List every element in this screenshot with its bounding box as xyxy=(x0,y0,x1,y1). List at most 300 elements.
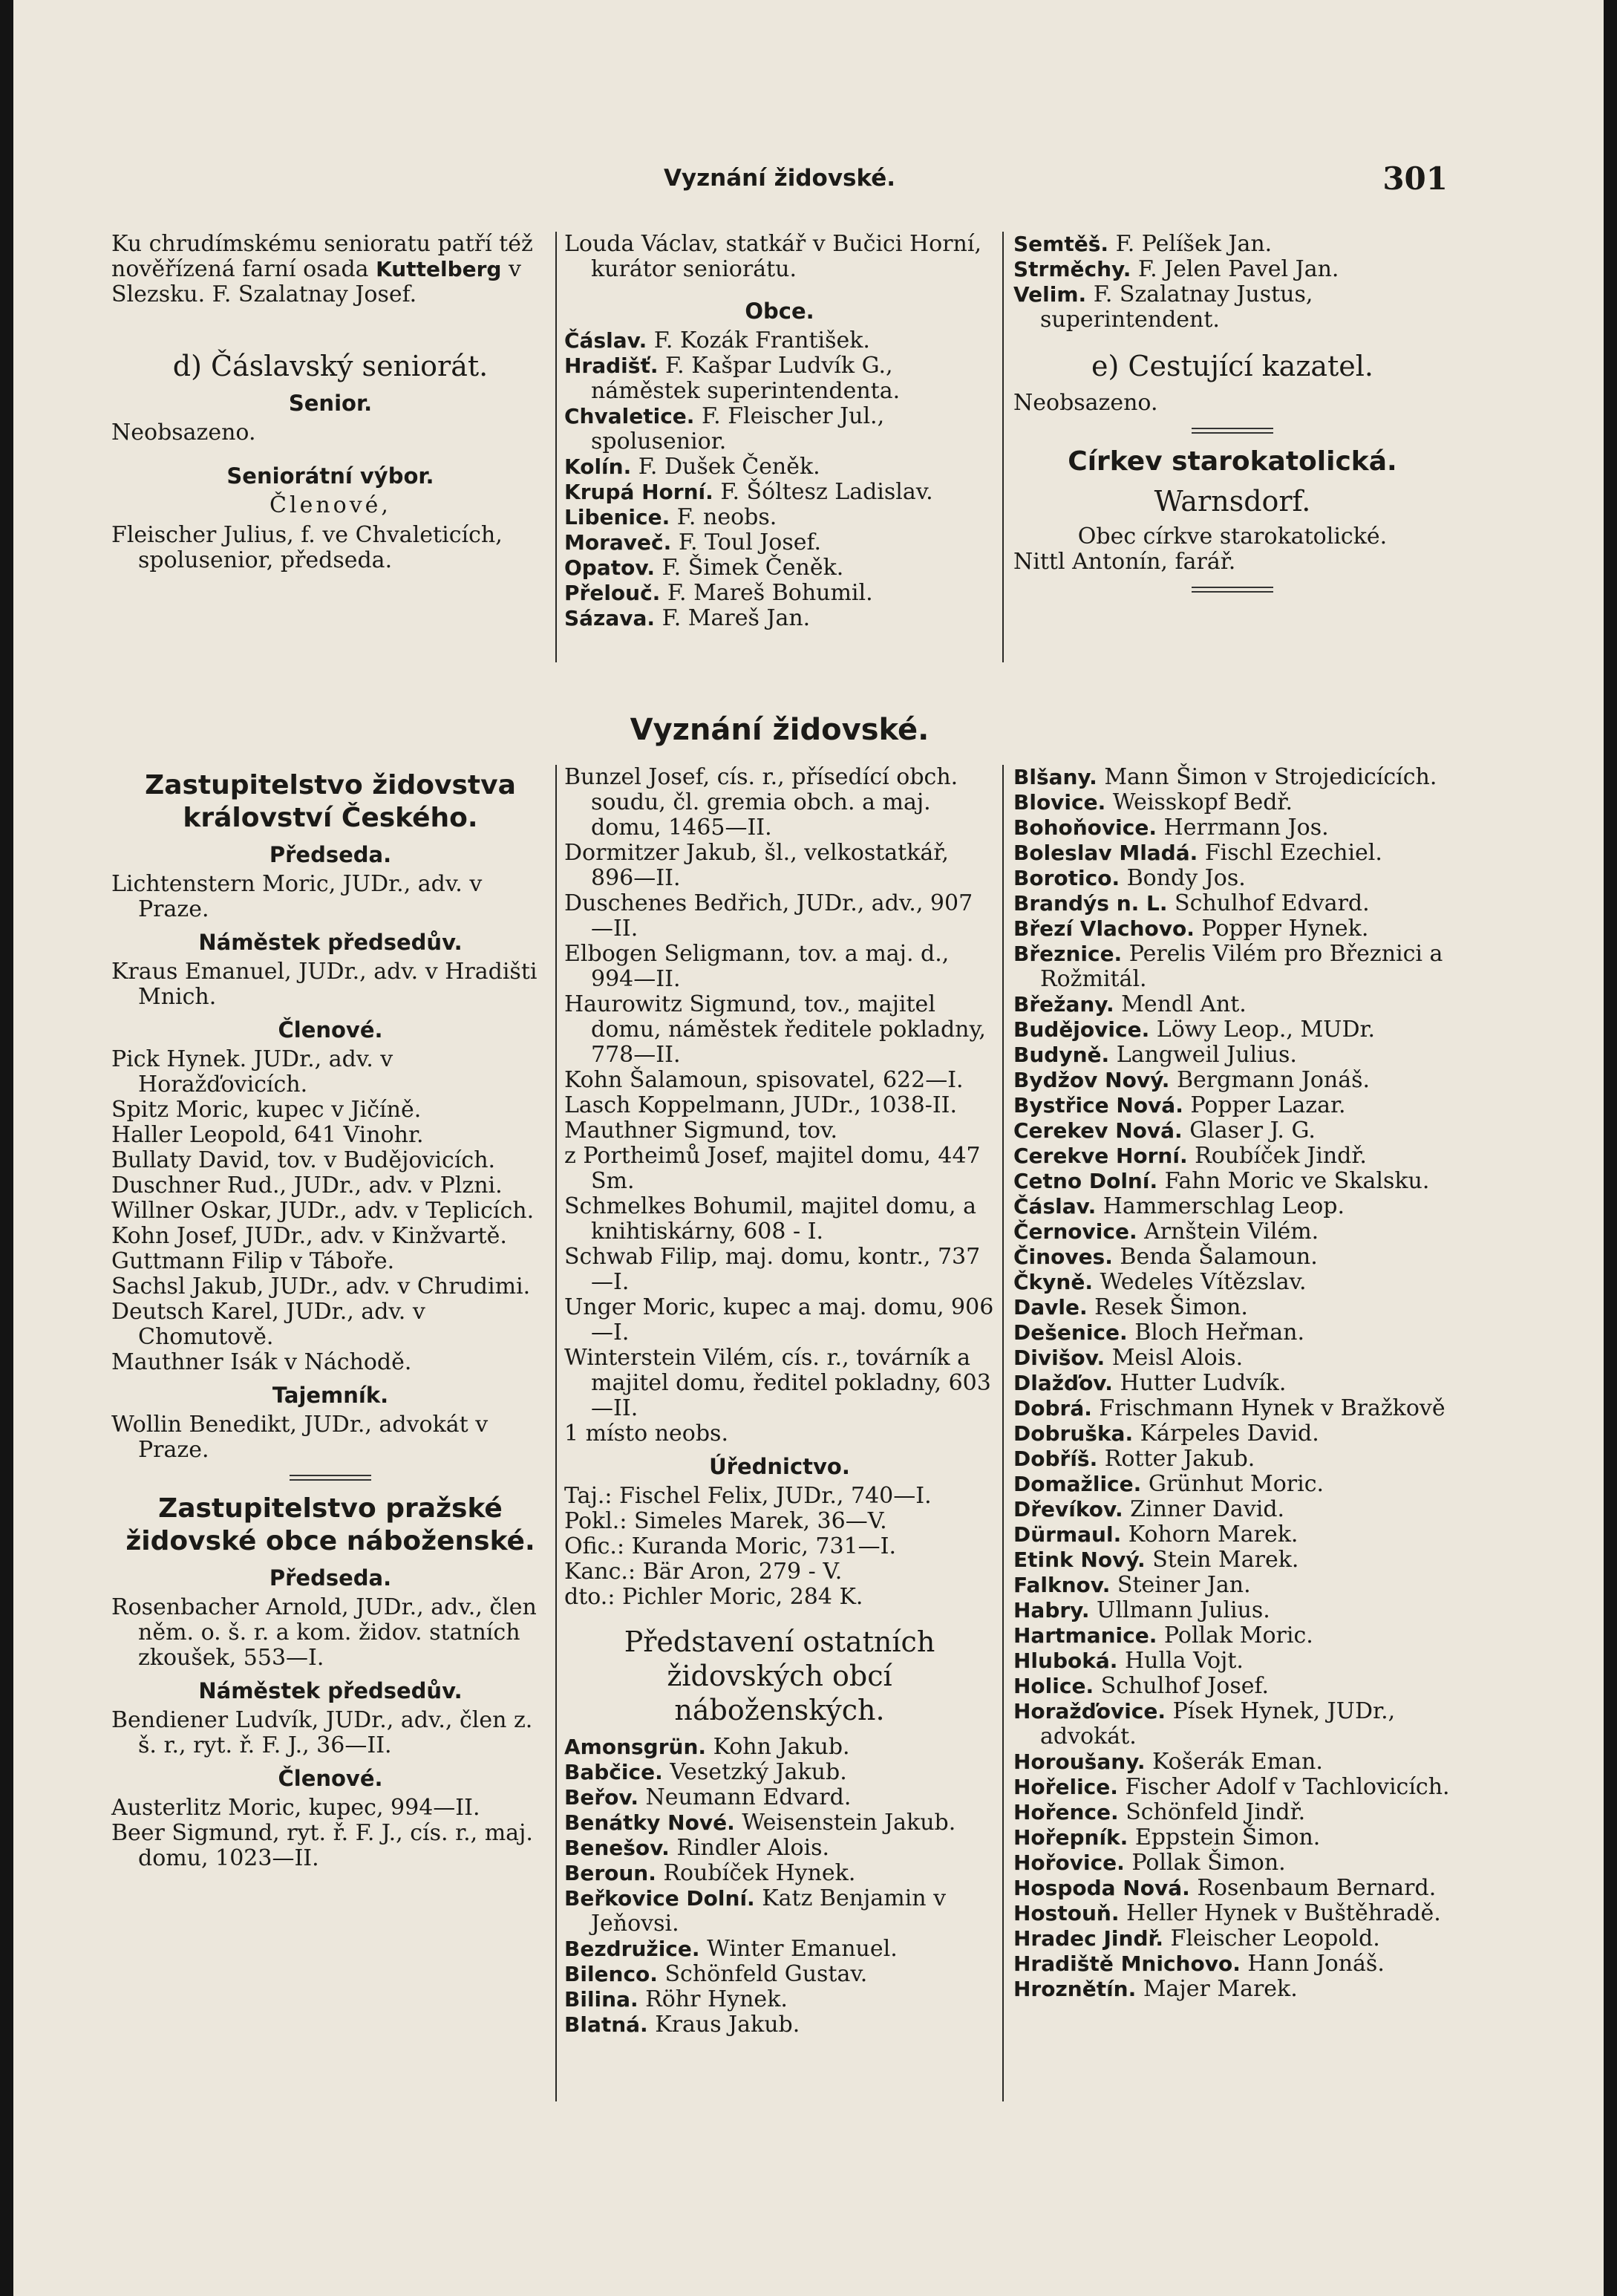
page-header xyxy=(111,160,1448,200)
clenove-list xyxy=(111,1047,549,1375)
entry xyxy=(564,328,995,353)
place-name: Hořepník. xyxy=(1013,1825,1128,1850)
entry-text: Schulhof Josef. xyxy=(1100,1673,1270,1699)
entry xyxy=(564,2012,995,2038)
place-name: Hostouň. xyxy=(1013,1901,1120,1925)
entry-text: Benda Šalamoun. xyxy=(1120,1244,1318,1270)
entry xyxy=(564,1987,995,2012)
place-name: Blšany. xyxy=(1013,765,1097,789)
clenove-text: Fleischer Julius, f. ve Chvaleticích, spolusenior, předseda. xyxy=(111,522,503,573)
place-name: Čkyně. xyxy=(1013,1270,1093,1294)
member-entry: z Portheimů Josef, majitel domu, 447 Sm. xyxy=(564,1143,981,1194)
clenove2-heading: Členové. xyxy=(278,1766,383,1791)
place-name: Bilenco. xyxy=(564,1962,658,1986)
place-name: Babčice. xyxy=(564,1760,663,1784)
entry xyxy=(1013,1346,1451,1371)
member-entry: Beer Sigmund, ryt. ř. F. J., cís. r., maj. domu, 1023—II. xyxy=(111,1820,533,1871)
bottom-column-3 xyxy=(1013,765,1451,2002)
top-column-3 xyxy=(1013,232,1451,604)
vybor-heading: Seniorátní výbor. xyxy=(226,463,434,489)
entry xyxy=(564,480,995,505)
member-entry: Winterstein Vilém, cís. r., továrník a majitel domu, ředitel pokladny, 603—II. xyxy=(564,1345,991,1421)
official-entry: Ofic.: Kuranda Moric, 731—I. xyxy=(564,1533,897,1559)
entry xyxy=(1013,1876,1451,1901)
place-name: Dešenice. xyxy=(1013,1320,1128,1345)
place-name: Cetno Dolní. xyxy=(1013,1169,1158,1193)
entry xyxy=(1013,1901,1451,1926)
member-entry: Elbogen Seligmann, tov. a maj. d., 994—II. xyxy=(564,941,950,992)
entry xyxy=(1013,1245,1451,1270)
place-name: Hospoda Nová. xyxy=(1013,1876,1190,1900)
place-name: Kolín. xyxy=(564,454,632,479)
member-entry: Duschenes Bedřich, JUDr., adv., 907—II. xyxy=(564,890,973,942)
place-name: Beroun. xyxy=(564,1861,656,1885)
predstaveni-heading: Představení ostatních židovských obcí náboženských. xyxy=(624,1625,935,1726)
church-heading: Církev starokatolická. xyxy=(1068,446,1397,477)
namestek-text: Kraus Emanuel, JUDr., adv. v Hradišti Mnich. xyxy=(111,959,538,1010)
main-heading: Vyznání židovské. xyxy=(630,713,930,747)
entry xyxy=(1013,1295,1451,1320)
predseda2-heading: Předseda. xyxy=(269,1565,392,1591)
top-column-2 xyxy=(564,232,995,631)
entry-text: Fleischer Leopold. xyxy=(1170,1925,1380,1951)
entry xyxy=(1013,815,1451,841)
place-name: Blovice. xyxy=(1013,790,1106,815)
entry xyxy=(1013,765,1451,790)
section-heading: d) Čáslavský seniorát. xyxy=(172,350,489,382)
entry-text: Arnštein Vilém. xyxy=(1144,1219,1319,1245)
place-name: Libenice. xyxy=(564,505,670,529)
divider xyxy=(290,1475,371,1481)
entry-text: Schönfeld Gustav. xyxy=(664,1961,868,1987)
place-name: Dobrá. xyxy=(1013,1396,1092,1421)
entry-text: Kárpeles David. xyxy=(1140,1421,1319,1447)
entry xyxy=(564,1735,995,1760)
entry xyxy=(1013,1977,1451,2002)
entry-text: Schulhof Edvard. xyxy=(1175,890,1370,916)
place-name: Cerekve Horní. xyxy=(1013,1144,1188,1168)
member-entry: Bunzel Josef, cís. r., přísedící obch. soudu, čl. gremia obch. a maj. domu, 1465—II. xyxy=(564,764,958,841)
curator-text: Louda Václav, statkář v Bučici Horní, kurátor seniorátu. xyxy=(564,231,982,282)
predseda-text: Lichtenstern Moric, JUDr., adv. v Praze. xyxy=(111,871,483,922)
entry-text: Schönfeld Jindř. xyxy=(1126,1799,1306,1825)
place-name: Hořovice. xyxy=(1013,1850,1125,1875)
entry-text: Pollak Šimon. xyxy=(1131,1850,1286,1876)
place-name: Březnice. xyxy=(1013,942,1123,966)
entry-text: Fahn Moric ve Skalsku. xyxy=(1164,1168,1430,1194)
place-name: Moraveč. xyxy=(564,530,672,555)
right-page-edge xyxy=(1604,0,1617,2296)
page-number: 301 xyxy=(1382,160,1448,197)
entry-text: Bondy Jos. xyxy=(1126,865,1246,891)
namestek-heading: Náměstek předsedův. xyxy=(198,930,463,955)
entry-text: Katz Benjamin v Jeňovsi. xyxy=(591,1885,947,1937)
entry xyxy=(1013,1447,1451,1472)
member-entry: Dormitzer Jakub, šl., velkostatkář, 896—II. xyxy=(564,840,949,891)
place-name: Cerekev Nová. xyxy=(1013,1118,1183,1143)
member-entry: Mauthner Sigmund, tov. xyxy=(564,1118,838,1144)
entry xyxy=(564,530,995,555)
entry xyxy=(1013,790,1451,815)
entry-text: Bergmann Jonáš. xyxy=(1176,1067,1371,1093)
cestujici-heading: e) Cestující kazatel. xyxy=(1091,350,1373,382)
place-name: Kuttelberg xyxy=(376,257,502,281)
top-column-1 xyxy=(111,232,549,573)
entry xyxy=(564,555,995,581)
entry-text: Glaser J. G. xyxy=(1189,1118,1316,1144)
entry-text: Neumann Edvard. xyxy=(645,1784,852,1810)
bottom-column-1 xyxy=(111,765,549,1871)
entry xyxy=(564,454,995,480)
namestek2-heading: Náměstek předsedův. xyxy=(198,1678,463,1703)
entry xyxy=(1013,841,1451,866)
entry xyxy=(1013,1421,1451,1447)
entry xyxy=(564,353,995,404)
place-name: Domažlice. xyxy=(1013,1472,1142,1496)
entry xyxy=(1013,1674,1451,1699)
entry-text: Mendl Ant. xyxy=(1121,991,1247,1017)
tajemnik-text: Wollin Benedikt, JUDr., advokát v Praze. xyxy=(111,1412,489,1463)
column-rule xyxy=(1002,765,1004,2101)
entry xyxy=(1013,1547,1451,1573)
entry-text: Rosenbaum Bernard. xyxy=(1197,1875,1437,1901)
entry xyxy=(1013,1926,1451,1951)
zast2-heading: Zastupitelstvo pražské židovské obce náboženské. xyxy=(125,1493,535,1556)
entry-text: Stein Marek. xyxy=(1152,1547,1299,1573)
place-name: Hradišť. xyxy=(564,353,659,378)
clenove2-list xyxy=(111,1796,549,1871)
entry-text: Mann Šimon v Strojedicících. xyxy=(1104,764,1437,790)
obce-list-cont xyxy=(1013,232,1451,333)
entry xyxy=(1013,1775,1451,1800)
entry-text: Winter Emanuel. xyxy=(707,1936,898,1962)
place-name: Beřov. xyxy=(564,1785,638,1810)
entry xyxy=(1013,942,1451,992)
entry-text: Weisenstein Jakub. xyxy=(742,1810,956,1836)
place-name: Bydžov Nový. xyxy=(1013,1068,1170,1092)
place-name: Sázava. xyxy=(564,606,656,630)
entry-text: F. Toul Josef. xyxy=(678,529,822,555)
entry xyxy=(564,581,995,606)
place-name: Dürmaul. xyxy=(1013,1522,1122,1547)
urednictvo-list xyxy=(564,1484,995,1610)
place-name: Benešov. xyxy=(564,1836,670,1860)
entry xyxy=(1013,891,1451,916)
entry xyxy=(1013,1194,1451,1219)
place-name: Davle. xyxy=(1013,1295,1088,1320)
place-name: Dobříš. xyxy=(1013,1447,1098,1471)
place-name: Amonsgrün. xyxy=(564,1735,707,1759)
cestujici-value: Neobsazeno. xyxy=(1013,390,1158,416)
bottom-column-2 xyxy=(564,765,995,2038)
entry-text: Röhr Hynek. xyxy=(645,1986,788,2012)
entry-text: Hammerschlag Leop. xyxy=(1102,1193,1345,1219)
place-name: Benátky Nové. xyxy=(564,1810,735,1835)
entry xyxy=(564,1886,995,1937)
entry xyxy=(1013,1169,1451,1194)
entry-text: Wedeles Vítězslav. xyxy=(1100,1269,1307,1295)
entry-text: Weisskopf Bedř. xyxy=(1112,789,1293,815)
place-name: Chvaletice. xyxy=(564,404,695,428)
clenove-heading: Členové, xyxy=(270,492,391,518)
entry-text: F. Kozák František. xyxy=(653,327,870,353)
entry xyxy=(564,1937,995,1962)
entry-text: F. Pelíšek Jan. xyxy=(1115,231,1273,257)
entry xyxy=(1013,1219,1451,1245)
warnsdorf-heading: Warnsdorf. xyxy=(1154,485,1311,518)
entry-text: Kohn Jakub. xyxy=(713,1734,850,1760)
entry-text: Majer Marek. xyxy=(1143,1976,1298,2002)
divider xyxy=(1192,587,1273,593)
place-name: Budyně. xyxy=(1013,1043,1110,1067)
clenove-heading: Členové. xyxy=(278,1017,383,1043)
place-name: Semtěš. xyxy=(1013,232,1109,256)
entry xyxy=(1013,1320,1451,1346)
place-name: Bilina. xyxy=(564,1987,638,2012)
entry-text: Perelis Vilém pro Březnici a Rožmitál. xyxy=(1040,941,1443,992)
place-name: Etink Nový. xyxy=(1013,1547,1146,1572)
entry xyxy=(564,1836,995,1861)
place-name: Hartmanice. xyxy=(1013,1623,1157,1648)
entry-text: F. neobs. xyxy=(676,504,777,530)
entry-text: Frischmann Hynek v Bražkově xyxy=(1099,1395,1446,1421)
entry-text: Roubíček Hynek. xyxy=(663,1860,856,1886)
entry-text: Pollak Moric. xyxy=(1163,1622,1313,1648)
member-entry: Schmelkes Bohumil, majitel domu, a knihtiskárny, 608 - I. xyxy=(564,1193,976,1245)
entry xyxy=(564,606,995,631)
place-name: Brandýs n. L. xyxy=(1013,891,1168,916)
entry-text: F. Jelen Pavel Jan. xyxy=(1137,256,1339,282)
column-rule xyxy=(1002,232,1004,662)
place-name: Boleslav Mladá. xyxy=(1013,841,1198,865)
place-name: Opatov. xyxy=(564,555,655,580)
entry-text: Grünhut Moric. xyxy=(1148,1471,1324,1497)
entry-text: Fischl Ezechiel. xyxy=(1204,840,1382,866)
place-name: Habry. xyxy=(1013,1598,1090,1622)
entry-text: F. Szalatnay Justus, superintendent. xyxy=(1040,281,1313,333)
place-name: Přelouč. xyxy=(564,581,661,605)
entry-text: F. Mareš Jan. xyxy=(662,605,811,631)
place-name: Hořelice. xyxy=(1013,1775,1118,1799)
member-entry: Bullaty David, tov. v Budějovicích. xyxy=(111,1147,496,1173)
place-name: Hořence. xyxy=(1013,1800,1119,1824)
member-entry: Willner Oskar, JUDr., adv. v Teplicích. xyxy=(111,1198,535,1224)
divider xyxy=(1192,428,1273,434)
column-rule xyxy=(555,765,557,2101)
entry-text: F. Kašpar Ludvík G., náměstek superintendenta. xyxy=(591,353,901,404)
place-name: Čáslav. xyxy=(564,328,647,353)
urednictvo-heading: Úřednictvo. xyxy=(709,1454,850,1479)
entry-text: Heller Hynek v Buštěhradě. xyxy=(1126,1900,1441,1926)
members-list xyxy=(564,765,995,1447)
entry-text: F. Mareš Bohumil. xyxy=(667,580,873,606)
entry-text: Steiner Jan. xyxy=(1117,1572,1251,1598)
entry xyxy=(1013,1573,1451,1598)
entry xyxy=(1013,1522,1451,1547)
entry-text: Popper Hynek. xyxy=(1201,916,1369,942)
entry-text: Zinner David. xyxy=(1130,1496,1285,1522)
entry xyxy=(1013,1699,1451,1749)
entry-text: F. Šóltesz Ladislav. xyxy=(720,479,933,505)
entry xyxy=(1013,1043,1451,1068)
senior-value: Neobsazeno. xyxy=(111,420,256,446)
place-name: Krupá Horní. xyxy=(564,480,713,504)
entry-text: Hutter Ludvík. xyxy=(1120,1370,1287,1396)
place-name: Beřkovice Dolní. xyxy=(564,1886,755,1911)
entry-text: Kohorn Marek. xyxy=(1128,1522,1298,1547)
left-page-edge xyxy=(0,0,13,2296)
entry xyxy=(564,1962,995,1987)
entry-text: Roubíček Jindř. xyxy=(1195,1143,1367,1169)
entry xyxy=(1013,1749,1451,1775)
farar-text: Nittl Antonín, farář. xyxy=(1013,549,1236,575)
place-name: Hradec Jindř. xyxy=(1013,1926,1163,1951)
entry-text: Bloch Heřman. xyxy=(1134,1320,1305,1346)
entry xyxy=(1013,1800,1451,1825)
place-name: Blatná. xyxy=(564,2012,648,2037)
member-entry: Lasch Koppelmann, JUDr., 1038-II. xyxy=(564,1092,958,1118)
place-name: Bystřice Nová. xyxy=(1013,1093,1183,1118)
intro-text: Ku chrudímskému senioratu patří též nověřízená farní osada Kuttelberg v Slezsku. F. Szalatnay Josef. xyxy=(111,231,533,307)
entry xyxy=(564,404,995,454)
place-name: Činoves. xyxy=(1013,1245,1113,1269)
member-entry: Pick Hynek. JUDr., adv. v Horažďovicích. xyxy=(111,1046,393,1098)
obce-heading: Obce. xyxy=(745,299,814,324)
entry-text: F. Šimek Čeněk. xyxy=(662,555,844,581)
place-name: Hradiště Mnichovo. xyxy=(1013,1951,1241,1976)
entry-text: Ullmann Julius. xyxy=(1097,1597,1270,1623)
entry xyxy=(1013,282,1451,333)
place-name: Strměchy. xyxy=(1013,257,1131,281)
entry-text: Písek Hynek, JUDr., advokát. xyxy=(1040,1698,1396,1749)
entry xyxy=(1013,1270,1451,1295)
entry xyxy=(1013,1472,1451,1497)
official-entry: Pokl.: Simeles Marek, 36—V. xyxy=(564,1508,887,1534)
entry-text: Resek Šimon. xyxy=(1094,1294,1248,1320)
member-entry: Duschner Rud., JUDr., adv. v Plzni. xyxy=(111,1173,503,1198)
entry-text: Fischer Adolf v Tachlovicích. xyxy=(1125,1774,1450,1800)
entry xyxy=(1013,1093,1451,1118)
entry-text: Vesetzký Jakub. xyxy=(670,1759,847,1785)
entry xyxy=(1013,916,1451,942)
entry-text: Meisl Alois. xyxy=(1111,1345,1244,1371)
member-entry: Deutsch Karel, JUDr., adv. v Chomutově. xyxy=(111,1299,425,1350)
entry xyxy=(1013,1825,1451,1850)
namestek2-text: Bendiener Ludvík, JUDr., adv., člen z. š. r., ryt. ř. F. J., 36—II. xyxy=(111,1707,533,1758)
member-entry: Spitz Moric, kupec v Jičíně. xyxy=(111,1097,422,1123)
member-entry: Guttmann Filip v Táboře. xyxy=(111,1248,395,1274)
entry xyxy=(1013,1017,1451,1043)
entry-text: Rotter Jakub. xyxy=(1104,1446,1255,1472)
place-name: Horažďovice. xyxy=(1013,1699,1166,1723)
entry-text: Löwy Leop., MUDr. xyxy=(1156,1017,1376,1043)
obce-list xyxy=(564,328,995,631)
entry xyxy=(1013,1396,1451,1421)
place-name: Dřevíkov. xyxy=(1013,1497,1123,1522)
place-name: Holice. xyxy=(1013,1674,1094,1698)
entry xyxy=(1013,866,1451,891)
running-title: Vyznání židovské. xyxy=(663,165,896,192)
official-entry: Taj.: Fischel Felix, JUDr., 740—I. xyxy=(564,1483,932,1509)
entry-text: Kraus Jakub. xyxy=(655,2012,800,2038)
member-entry: Haurowitz Sigmund, tov., majitel domu, náměstek ředitele pokladny, 778—II. xyxy=(564,991,986,1068)
entry xyxy=(1013,1118,1451,1144)
place-name: Březí Vlachovo. xyxy=(1013,916,1195,941)
entry-text: Herrmann Jos. xyxy=(1163,815,1329,841)
place-name: Bohoňovice. xyxy=(1013,815,1157,840)
entry xyxy=(1013,1371,1451,1396)
column-rule xyxy=(555,232,557,662)
entry xyxy=(1013,1623,1451,1648)
place-name: Dlažďov. xyxy=(1013,1371,1113,1395)
place-name: Dobruška. xyxy=(1013,1421,1134,1446)
entry xyxy=(564,1785,995,1810)
obce-list-cont xyxy=(1013,765,1451,2002)
place-name: Bezdružice. xyxy=(564,1937,700,1961)
obce-list xyxy=(564,1735,995,2038)
official-entry: dto.: Pichler Moric, 284 K. xyxy=(564,1584,863,1610)
entry xyxy=(1013,1144,1451,1169)
entry xyxy=(1013,1598,1451,1623)
entry xyxy=(1013,232,1451,257)
entry xyxy=(1013,1850,1451,1876)
entry xyxy=(1013,1068,1451,1093)
entry-text: Hulla Vojt. xyxy=(1124,1648,1244,1674)
member-entry: Mauthner Isák v Náchodě. xyxy=(111,1349,412,1375)
member-entry: Schwab Filip, maj. domu, kontr., 737—I. xyxy=(564,1244,981,1295)
place-name: Velim. xyxy=(1013,282,1087,307)
entry-text: Popper Lazar. xyxy=(1190,1092,1346,1118)
entry xyxy=(1013,1497,1451,1522)
entry-text: Hann Jonáš. xyxy=(1247,1951,1385,1977)
entry xyxy=(564,1760,995,1785)
place-name: Horoušany. xyxy=(1013,1749,1146,1774)
place-name: Divišov. xyxy=(1013,1346,1105,1370)
entry xyxy=(564,505,995,530)
place-name: Falknov. xyxy=(1013,1573,1111,1597)
member-entry: Austerlitz Moric, kupec, 994—II. xyxy=(111,1795,480,1821)
zast1-heading: Zastupitelstvo židovstva království Českého. xyxy=(145,770,516,833)
official-entry: Kanc.: Bär Aron, 279 - V. xyxy=(564,1559,843,1585)
entry xyxy=(1013,1648,1451,1674)
member-entry: 1 místo neobs. xyxy=(564,1421,728,1447)
entry-text: Rindler Alois. xyxy=(676,1835,830,1861)
entry-text: Eppstein Šimon. xyxy=(1134,1824,1321,1850)
place-name: Borotico. xyxy=(1013,866,1120,890)
senior-heading: Senior. xyxy=(288,391,373,416)
place-name: Čáslav. xyxy=(1013,1194,1097,1219)
member-entry: Sachsl Jakub, JUDr., adv. v Chrudimi. xyxy=(111,1273,531,1299)
obec-text: Obec církve starokatolické. xyxy=(1077,524,1388,549)
member-entry: Haller Leopold, 641 Vinohr. xyxy=(111,1122,424,1148)
predseda-heading: Předseda. xyxy=(269,842,392,867)
entry xyxy=(1013,1951,1451,1977)
place-name: Břežany. xyxy=(1013,992,1114,1017)
tajemnik-heading: Tajemník. xyxy=(272,1383,389,1408)
predseda2-text: Rosenbacher Arnold, JUDr., adv., člen něm. o. š. r. a kom. židov. statních zkoušek, 553—I. xyxy=(111,1594,537,1671)
entry-text: F. Fleischer Jul., spolusenior. xyxy=(591,403,885,454)
member-entry: Unger Moric, kupec a maj. domu, 906—I. xyxy=(564,1294,994,1346)
entry xyxy=(1013,257,1451,282)
entry xyxy=(1013,992,1451,1017)
place-name: Budějovice. xyxy=(1013,1017,1150,1042)
place-name: Hroznětín. xyxy=(1013,1977,1137,2001)
entry-text: Košerák Eman. xyxy=(1152,1749,1323,1775)
place-name: Hluboká. xyxy=(1013,1648,1118,1673)
member-entry: Kohn Šalamoun, spisovatel, 622—I. xyxy=(564,1067,964,1093)
place-name: Černovice. xyxy=(1013,1219,1137,1244)
member-entry: Kohn Josef, JUDr., adv. v Kinžvartě. xyxy=(111,1223,507,1249)
